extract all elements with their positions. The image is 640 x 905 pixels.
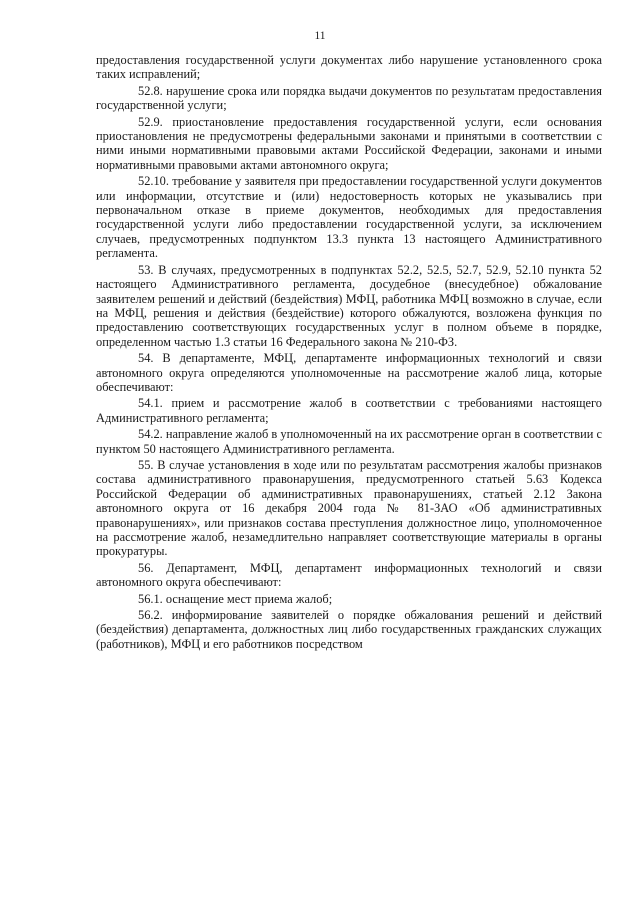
paragraph-55: 55. В случае установления в ходе или по результатам рассмотрения жалобы признаков состава административного правонарушения, предусмотренного статьей 5.63 Кодекса Российской Федерации об административных правонарушениях, статьей 2.12 Закона автономного округа от 16 декабря 2004 года № 81-ЗАО «Об административных правонарушениях», или признаков состава преступления должностное лицо, уполномоченное на рассмотрение жалоб, незамедлительно направляет соответствующие материалы в органы прокуратуры.	[96, 457, 602, 559]
paragraph-continuation: предоставления государственной услуги документах либо нарушение установленного срока таких исправлений;	[96, 53, 602, 82]
paragraph-52-10: 52.10. требование у заявителя при предоставлении государственной услуги документов или информации, отсутствие и (или) недостоверность которых не указывались при первоначальном отказе в приеме документов, необходимых для предоставления государственной услуги либо предоставлении государственной услуги, за исключением случаев, предусмотренных подпунктом 13.3 пункта 13 настоящего Административного регламента.	[96, 174, 602, 261]
paragraph-52-8: 52.8. нарушение срока или порядка выдачи документов по результатам предоставления государственной услуги;	[96, 83, 602, 113]
paragraph-54-2: 54.2. направление жалоб в уполномоченный на их рассмотрение орган в соответствии с пунктом 50 настоящего Административного регламента.	[96, 427, 602, 456]
paragraph-52-9: 52.9. приостановление предоставления государственной услуги, если основания приостановления не предусмотрены федеральными законами и принятыми в соответствии с ними иными нормативными правовыми актами Российской Федерации, законами и иными нормативными правовыми актами автономного округа;	[96, 114, 602, 172]
paragraph-54-1: 54.1. прием и рассмотрение жалоб в соответствии с требованиями настоящего Административного регламента;	[96, 396, 602, 425]
paragraph-56-1: 56.1. оснащение мест приема жалоб;	[138, 591, 333, 606]
document-body	[96, 53, 602, 651]
page-number: 11	[314, 30, 326, 42]
paragraph-56-2: 56.2. информирование заявителей о порядке обжалования решений и действий (бездействия) департамента, должностных лиц либо государственных гражданских служащих (работников), МФЦ и его работников посредством	[96, 608, 602, 651]
paragraph-56: 56. Департамент, МФЦ, департамент информационных технологий и связи автономного округа обеспечивают:	[96, 560, 602, 590]
paragraph-54: 54. В департаменте, МФЦ, департаменте информационных технологий и связи автономного округа определяются уполномоченные на рассмотрение жалоб лица, которые обеспечивают:	[96, 351, 602, 394]
paragraph-53: 53. В случаях, предусмотренных в подпунктах 52.2, 52.5, 52.7, 52.9, 52.10 пункта 52 настоящего Административного регламента, досудебное (внесудебное) обжалование заявителем решений и действий (бездействия) МФЦ, работника МФЦ возможно в случае, если на МФЦ, решения и действия (бездействие) которого обжалуются, возложена функция по предоставлению соответствующих государственных услуг в полном объеме в порядке, определенном частью 1.3 статьи 16 Федерального закона № 210-ФЗ.	[96, 262, 602, 349]
